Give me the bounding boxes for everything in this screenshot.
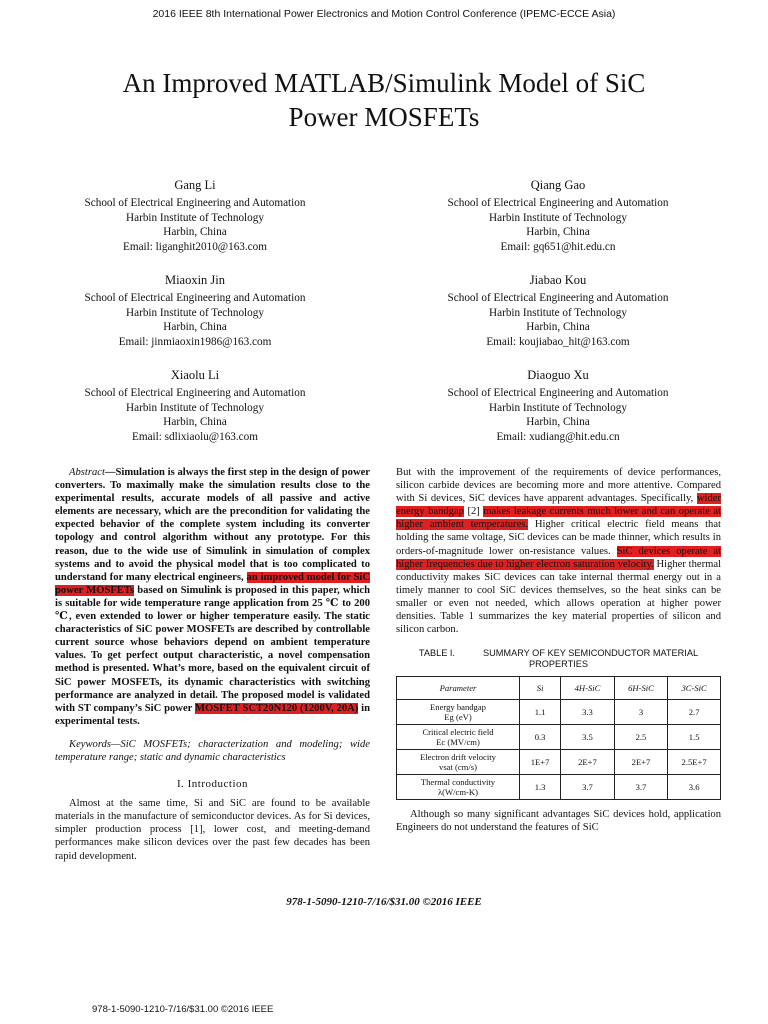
author-location: Harbin, China — [526, 226, 590, 239]
body-text: Higher thermal conductivity makes SiC devices can take internal thermal energy out in a timely manner to cool SiC devices themselves, so the heat sinks can be smaller or even not needed, which allows operation at higher power densities. Table 1 summarizes the key material properties of silicon and silicon carbon. — [396, 558, 722, 636]
author-email: Email: sdlixiaolu@163.com — [132, 430, 258, 443]
author-email: Email: gq651@hit.edu.cn — [500, 240, 616, 253]
abstract-paragraph — [55, 466, 370, 728]
author-email: Email: koujiabao_hit@163.com — [486, 335, 630, 348]
author-location: Harbin, China — [163, 321, 227, 334]
table-cell: 2.5E+7 — [668, 750, 721, 775]
page-footer: 978-1-5090-1210-7/16/$31.00 ©2016 IEEE — [92, 1004, 274, 1015]
paper-title — [60, 66, 708, 134]
author-affiliation: School of Electrical Engineering and Automation — [447, 197, 669, 210]
body-text: But with the improvement of the requirements of device performances, silicon carbide devices are becoming more and more attentive. Compared with Si devices, SiC devices have apparent advantages. Specifically, — [396, 467, 721, 505]
param-name: Energy bandgap — [430, 702, 486, 713]
author-block — [408, 273, 708, 349]
abstract-highlight: MOSFET SCT20N120 (1200V, 20A) — [195, 702, 359, 714]
citation: [2] — [467, 506, 480, 518]
param-symbol: λ(W/cm-K) — [438, 787, 478, 798]
author-affiliation: School of Electrical Engineering and Automation — [84, 292, 306, 305]
body-paragraph — [396, 466, 721, 636]
table-number: TABLE I. — [418, 648, 455, 659]
author-institution: Harbin Institute of Technology — [126, 211, 264, 224]
table-cell: 3 — [614, 700, 668, 725]
param-name: Thermal conductivity — [420, 777, 496, 788]
author-institution: Harbin Institute of Technology — [489, 401, 627, 414]
author-block — [45, 273, 345, 349]
table-cell: 3.3 — [561, 700, 615, 725]
table-cell-parameter — [397, 775, 520, 800]
author-location: Harbin, China — [526, 321, 590, 334]
param-name: Electron drift velocity — [420, 752, 496, 763]
table-cell: 3.6 — [668, 775, 721, 800]
conference-header: 2016 IEEE 8th International Power Electronics and Motion Control Conference (IPEMC-ECCE Asia) — [152, 8, 616, 20]
table-cell: 2E+7 — [614, 750, 668, 775]
author-name: Gang Li — [174, 178, 216, 192]
author-name: Jiabao Kou — [529, 273, 587, 287]
table-row — [397, 700, 721, 725]
table-cell: 0.3 — [520, 725, 561, 750]
author-block — [45, 178, 345, 254]
param-symbol: vsat (cm/s) — [439, 762, 477, 773]
author-name: Diaoguo Xu — [527, 368, 589, 382]
keywords-paragraph — [55, 738, 370, 764]
author-location: Harbin, China — [526, 416, 590, 429]
table-row — [397, 725, 721, 750]
param-symbol: Ec (MV/cm) — [436, 737, 480, 748]
keywords-dash: — — [110, 738, 121, 750]
author-institution: Harbin Institute of Technology — [126, 306, 264, 319]
table-caption — [396, 648, 721, 670]
table-header: Si — [520, 677, 561, 700]
keywords-text: SiC MOSFETs; characterization and modeling; wide temperature range; static and dynamic characteristics — [55, 738, 370, 763]
author-email: Email: jinmiaoxin1986@163.com — [118, 335, 272, 348]
table-cell: 3.7 — [561, 775, 615, 800]
text-highlight: makes leakage currents much lower and can operate at higher ambient temperatures. — [396, 506, 721, 531]
table-cell: 3.5 — [561, 725, 615, 750]
text-highlight: wider energy bandgap — [396, 493, 721, 518]
body-text: Higher critical electric field means that holding the same voltage, SiC devices can be made thinner, which results in orders-of-magnitude lower on-resistance values. — [396, 519, 721, 557]
author-block — [408, 178, 708, 254]
table-cell-parameter — [397, 725, 520, 750]
author-block — [408, 368, 708, 444]
abstract-highlight: an improved model for SiC power MOSFETs — [55, 571, 370, 596]
intro-paragraph: Almost at the same time, Si and SiC are found to be available materials in the manufacture of semiconductor devices. As for Si devices, simpler production process [1], lower cost, and meeting-demand performances make silicon devices over the past few decades has been rapid development. — [55, 798, 370, 862]
abstract-dash: — — [104, 467, 116, 478]
table-cell: 2E+7 — [561, 750, 615, 775]
author-affiliation: School of Electrical Engineering and Automation — [84, 387, 306, 400]
abstract-label: Abstract — [69, 467, 105, 478]
right-column — [396, 466, 721, 834]
text-highlight: SiC devices operate at higher frequencies due to higher electron saturation velocity. — [396, 545, 721, 570]
table-header: 3C-SiC — [668, 677, 721, 700]
param-name: Critical electric field — [422, 727, 494, 738]
abstract-text: in experimental tests. — [55, 702, 371, 727]
author-block — [45, 368, 345, 444]
author-affiliation: School of Electrical Engineering and Automation — [84, 197, 306, 210]
author-email: Email: liganghit2010@163.com — [123, 240, 267, 253]
table-cell: 2.7 — [668, 700, 721, 725]
table-header: Parameter — [397, 677, 520, 700]
author-institution: Harbin Institute of Technology — [489, 211, 627, 224]
author-location: Harbin, China — [163, 226, 227, 239]
author-affiliation: School of Electrical Engineering and Automation — [447, 387, 669, 400]
author-institution: Harbin Institute of Technology — [126, 401, 264, 414]
table-row — [397, 750, 721, 775]
title-line-2: Power MOSFETs — [288, 102, 480, 132]
table-title: SUMMARY OF KEY SEMICONDUCTOR MATERIAL PROPERTIES — [483, 648, 699, 670]
table-header: 6H-SiC — [614, 677, 668, 700]
table-row — [397, 775, 721, 800]
keywords-label: Keywords — [69, 738, 111, 750]
body-paragraph: Although so many significant advantages SiC devices hold, application Engineers do not understand the features of SiC — [396, 809, 721, 834]
table-cell: 1E+7 — [520, 750, 561, 775]
isbn-line: 978-1-5090-1210-7/16/$31.00 ©2016 IEEE — [286, 896, 482, 908]
author-name: Qiang Gao — [530, 178, 586, 192]
table-cell: 2.5 — [614, 725, 668, 750]
abstract-text: based on Simulink is proposed in this paper, which is suitable for wide temperature range application from 25 ℃ to 200 ℃, even extended to lower or higher temperature easily. The static characteristics of SiC power MOSFETs are described by controllable current source whose behaviors depend on ambient temperature values. To get perfect output characteristic, a novel compensation method is presented. What’s more, based on the equivalent circuit of SiC power MOSFETs, its dynamic characteristics with switching performance are analyzed in detail. The proposed model is validated with ST company’s SiC power — [55, 584, 370, 714]
table-cell-parameter — [397, 750, 520, 775]
param-symbol: Eg (eV) — [444, 712, 472, 723]
material-properties-table — [396, 676, 721, 800]
table-cell: 1.5 — [668, 725, 721, 750]
table-header: 4H-SiC — [561, 677, 615, 700]
author-name: Xiaolu Li — [170, 368, 220, 382]
table-cell: 1.1 — [520, 700, 561, 725]
author-location: Harbin, China — [163, 416, 227, 429]
table-cell: 1.3 — [520, 775, 561, 800]
left-column — [55, 466, 370, 863]
author-name: Miaoxin Jin — [164, 273, 226, 287]
table-cell: 3.7 — [614, 775, 668, 800]
table-cell-parameter — [397, 700, 520, 725]
author-affiliation: School of Electrical Engineering and Automation — [447, 292, 669, 305]
author-institution: Harbin Institute of Technology — [489, 306, 627, 319]
section-heading: I. Introduction — [176, 778, 249, 791]
abstract-text: Simulation is always the first step in the design of power converters. To maximally make the simulation results close to the experimental results, accurate models of all passive and active elements are necessary, which are the precondition for validating the expected behavior of the complete system including its converter topology and control algorithm without any prototype. For this reason, due to the wide use of Simulink in simulation of complex systems and to avoid the physical model that is too complicated to understand for many electrical engineers, — [55, 467, 370, 583]
title-line-1: An Improved MATLAB/Simulink Model of SiC — [122, 68, 646, 98]
author-email: Email: xudiang@hit.edu.cn — [496, 430, 620, 443]
table-header-row — [397, 677, 721, 700]
